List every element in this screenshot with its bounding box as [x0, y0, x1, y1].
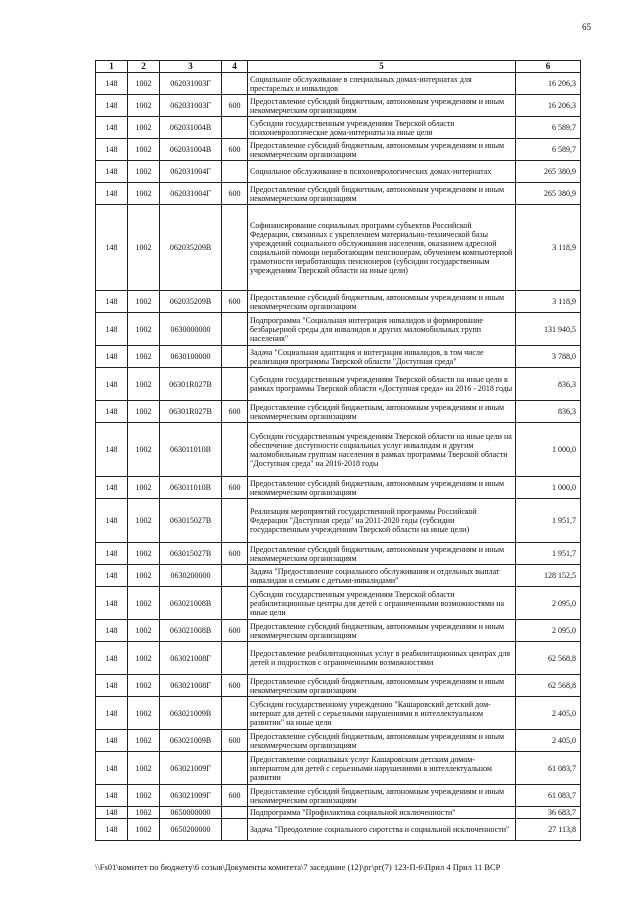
cell-description: Задача "Предоставление социального обслуживания и отдельных выплат инвалидам и семьям с детьми-инвалидами": [248, 565, 516, 587]
table-row: [96, 730, 581, 752]
table-row: [96, 73, 581, 95]
table-row: [96, 499, 581, 543]
cell-expense-type: 600: [222, 730, 248, 752]
cell-description: Предоставление реабилитационных услуг в реабилитационных центрах для детей и подростков с ограниченными возможностями: [248, 642, 516, 675]
table-row: [96, 368, 581, 401]
cell-amount: 131 940,5: [516, 313, 581, 346]
cell-section-code: 1002: [128, 346, 160, 368]
table-row: [96, 291, 581, 313]
cell-section-code: 1002: [128, 161, 160, 183]
cell-expense-type: [222, 499, 248, 543]
cell-description: Предоставление субсидий бюджетным, автономным учреждениям и иным некоммерческим организациям: [248, 675, 516, 697]
cell-amount: 3 118,9: [516, 291, 581, 313]
table-row: [96, 95, 581, 117]
cell-description: Предоставление субсидий бюджетным, автономным учреждениям и иным некоммерческим организациям: [248, 291, 516, 313]
cell-target-code: 062031003Г: [160, 73, 222, 95]
cell-expense-type: 600: [222, 401, 248, 423]
cell-target-code: 062031004Г: [160, 161, 222, 183]
cell-amount: 6 589,7: [516, 117, 581, 139]
table-row: [96, 587, 581, 620]
cell-target-code: 062031004В: [160, 139, 222, 161]
cell-target-code: 062035209В: [160, 205, 222, 291]
cell-section-code: 1002: [128, 139, 160, 161]
cell-expense-type: [222, 313, 248, 346]
cell-amount: 3 788,0: [516, 346, 581, 368]
cell-admin-code: 148: [96, 587, 128, 620]
cell-expense-type: [222, 697, 248, 730]
cell-description: Предоставление субсидий бюджетным, автономным учреждениям и иным некоммерческим организациям: [248, 183, 516, 205]
cell-target-code: 06301R027В: [160, 401, 222, 423]
cell-target-code: 063021009Г: [160, 785, 222, 807]
table-row: [96, 807, 581, 819]
cell-target-code: 062031004Г: [160, 183, 222, 205]
cell-target-code: 063021009Г: [160, 752, 222, 785]
table-row: [96, 423, 581, 477]
cell-expense-type: 600: [222, 139, 248, 161]
cell-section-code: 1002: [128, 313, 160, 346]
cell-amount: 1 000,0: [516, 423, 581, 477]
cell-description: Субсидии государственным учреждениям Тверской области реабилитационные центры для детей с ограниченными возможностями на иные цели: [248, 587, 516, 620]
file-path-footer: \\Fs01\комитет по бюджету\6 созыв\Документы комитета\7 заседание (12)\рг\рг(7) 123-П-6\Прил 4 Прил 11 ВСР: [95, 862, 501, 872]
header-col-1: 1: [96, 61, 128, 73]
cell-expense-type: 600: [222, 785, 248, 807]
table-row: [96, 139, 581, 161]
table-body: [96, 73, 581, 841]
cell-amount: 2 405,0: [516, 697, 581, 730]
cell-target-code: 062031004В: [160, 117, 222, 139]
table-row: [96, 346, 581, 368]
cell-expense-type: [222, 565, 248, 587]
cell-section-code: 1002: [128, 423, 160, 477]
cell-target-code: 0630000000: [160, 313, 222, 346]
cell-description: Подпрограмма "Профилактика социальной исключенности": [248, 807, 516, 819]
cell-section-code: 1002: [128, 401, 160, 423]
cell-admin-code: 148: [96, 183, 128, 205]
header-col-4: 4: [222, 61, 248, 73]
cell-description: Софинансирование социальных программ субъектов Российской Федерации, связанных с укреплением материально-технической базы учреждений социального обслуживания населения, оказанием адресной социальной помощи неработающим пенсионерам, обучением компьютерной грамотности неработающих пенсионеров (субсидии государственным учреждениям Тверской области на иные цели): [248, 205, 516, 291]
cell-description: Предоставление субсидий бюджетным, автономным учреждениям и иным некоммерческим организациям: [248, 401, 516, 423]
header-col-3: 3: [160, 61, 222, 73]
cell-admin-code: 148: [96, 95, 128, 117]
cell-target-code: 062035209В: [160, 291, 222, 313]
cell-amount: 61 083,7: [516, 785, 581, 807]
cell-target-code: 06301R027В: [160, 368, 222, 401]
table-row: [96, 543, 581, 565]
cell-admin-code: 148: [96, 477, 128, 499]
page-number: 65: [582, 22, 591, 32]
cell-admin-code: 148: [96, 785, 128, 807]
cell-amount: 265 380,9: [516, 161, 581, 183]
cell-description: Предоставление субсидий бюджетным, автономным учреждениям и иным некоммерческим организациям: [248, 139, 516, 161]
cell-amount: 3 118,9: [516, 205, 581, 291]
cell-target-code: 063021009В: [160, 697, 222, 730]
cell-amount: 6 589,7: [516, 139, 581, 161]
cell-admin-code: 148: [96, 313, 128, 346]
cell-description: Предоставление субсидий бюджетным, автономным учреждениям и иным некоммерческим организациям: [248, 95, 516, 117]
cell-description: Задача "Социальная адаптация и интеграция инвалидов, в том числе реализация программы Тверской области "Доступная среда": [248, 346, 516, 368]
cell-admin-code: 148: [96, 346, 128, 368]
table-row: [96, 477, 581, 499]
cell-target-code: 063021008В: [160, 620, 222, 642]
cell-target-code: 063021008В: [160, 587, 222, 620]
cell-expense-type: [222, 819, 248, 841]
table-row: [96, 819, 581, 841]
cell-admin-code: 148: [96, 423, 128, 477]
cell-target-code: 063021009В: [160, 730, 222, 752]
cell-admin-code: 148: [96, 117, 128, 139]
cell-amount: 1 951,7: [516, 543, 581, 565]
cell-amount: 2 095,0: [516, 587, 581, 620]
cell-admin-code: 148: [96, 73, 128, 95]
cell-description: Субсидии государственным учреждениям Тверской области на иные цели на обеспечение доступности социальных услуг инвалидам и другим маломобильным группам населения в рамках программы Тверской области "Доступная среда" на 2016-2018 годы: [248, 423, 516, 477]
cell-amount: 16 206,3: [516, 95, 581, 117]
table-row: [96, 161, 581, 183]
table-row: [96, 642, 581, 675]
cell-section-code: 1002: [128, 183, 160, 205]
cell-admin-code: 148: [96, 642, 128, 675]
cell-section-code: 1002: [128, 543, 160, 565]
cell-expense-type: 600: [222, 620, 248, 642]
cell-expense-type: [222, 807, 248, 819]
cell-expense-type: 600: [222, 183, 248, 205]
cell-description: Предоставление субсидий бюджетным, автономным учреждениям и иным некоммерческим организациям: [248, 730, 516, 752]
header-col-2: 2: [128, 61, 160, 73]
cell-amount: 836,3: [516, 401, 581, 423]
cell-expense-type: [222, 346, 248, 368]
cell-amount: 61 083,7: [516, 752, 581, 785]
cell-section-code: 1002: [128, 477, 160, 499]
cell-target-code: 0650200000: [160, 819, 222, 841]
cell-admin-code: 148: [96, 543, 128, 565]
cell-section-code: 1002: [128, 499, 160, 543]
table-row: [96, 697, 581, 730]
cell-description: Предоставление субсидий бюджетным, автономным учреждениям и иным некоммерческим организациям: [248, 477, 516, 499]
cell-admin-code: 148: [96, 752, 128, 785]
cell-target-code: 063011010В: [160, 423, 222, 477]
cell-admin-code: 148: [96, 730, 128, 752]
cell-amount: 16 206,3: [516, 73, 581, 95]
cell-expense-type: [222, 161, 248, 183]
cell-target-code: 063015027В: [160, 499, 222, 543]
budget-table: [95, 60, 581, 841]
cell-description: Субсидии государственным учреждениям Тверской области на иные цели в рамках программы Тверской области «Доступная среда» на 2016 - 2018 годы: [248, 368, 516, 401]
cell-admin-code: 148: [96, 368, 128, 401]
cell-expense-type: [222, 587, 248, 620]
cell-amount: 2 405,0: [516, 730, 581, 752]
cell-section-code: 1002: [128, 368, 160, 401]
cell-section-code: 1002: [128, 95, 160, 117]
cell-admin-code: 148: [96, 205, 128, 291]
cell-expense-type: [222, 752, 248, 785]
cell-target-code: 063021008Г: [160, 642, 222, 675]
cell-expense-type: [222, 368, 248, 401]
cell-amount: 62 568,8: [516, 675, 581, 697]
cell-section-code: 1002: [128, 807, 160, 819]
table-row: [96, 620, 581, 642]
cell-admin-code: 148: [96, 499, 128, 543]
cell-amount: 36 683,7: [516, 807, 581, 819]
cell-description: Предоставление субсидий бюджетным, автономным учреждениям и иным некоммерческим организациям: [248, 543, 516, 565]
cell-target-code: 062031003Г: [160, 95, 222, 117]
cell-admin-code: 148: [96, 697, 128, 730]
header-col-5: 5: [248, 61, 516, 73]
cell-expense-type: [222, 205, 248, 291]
cell-amount: 1 000,0: [516, 477, 581, 499]
cell-admin-code: 148: [96, 401, 128, 423]
cell-section-code: 1002: [128, 565, 160, 587]
cell-section-code: 1002: [128, 620, 160, 642]
cell-expense-type: 600: [222, 95, 248, 117]
cell-admin-code: 148: [96, 819, 128, 841]
cell-target-code: 063021008Г: [160, 675, 222, 697]
cell-section-code: 1002: [128, 117, 160, 139]
cell-section-code: 1002: [128, 819, 160, 841]
cell-section-code: 1002: [128, 785, 160, 807]
cell-section-code: 1002: [128, 205, 160, 291]
cell-amount: 128 152,5: [516, 565, 581, 587]
cell-expense-type: [222, 117, 248, 139]
cell-section-code: 1002: [128, 675, 160, 697]
cell-amount: 1 951,7: [516, 499, 581, 543]
table-row: [96, 401, 581, 423]
cell-target-code: 0630200000: [160, 565, 222, 587]
cell-section-code: 1002: [128, 73, 160, 95]
table-row: [96, 117, 581, 139]
cell-description: Социальное обслуживание в специальных домах-интернатах для престарелых и инвалидов: [248, 73, 516, 95]
cell-admin-code: 148: [96, 139, 128, 161]
cell-section-code: 1002: [128, 587, 160, 620]
cell-admin-code: 148: [96, 565, 128, 587]
cell-expense-type: [222, 423, 248, 477]
cell-target-code: 0650000000: [160, 807, 222, 819]
table-row: [96, 675, 581, 697]
cell-section-code: 1002: [128, 697, 160, 730]
cell-amount: 27 113,8: [516, 819, 581, 841]
cell-description: Субсидии государственным учреждениям Тверской области психоневрологические дома-интернаты на иные цели: [248, 117, 516, 139]
cell-description: Субсидии государственному учреждению "Кашаровский детский дом-интернат для детей с серьезными нарушениями в интеллектуальном развитии" на иные цели: [248, 697, 516, 730]
cell-section-code: 1002: [128, 752, 160, 785]
cell-admin-code: 148: [96, 291, 128, 313]
cell-amount: 265 380,9: [516, 183, 581, 205]
table-row: [96, 752, 581, 785]
cell-expense-type: [222, 73, 248, 95]
cell-description: Социальное обслуживание в психоневрологических домах-интернатах: [248, 161, 516, 183]
cell-description: Предоставление субсидий бюджетным, автономным учреждениям и иным некоммерческим организациям: [248, 785, 516, 807]
table-row: [96, 565, 581, 587]
cell-target-code: 063011010В: [160, 477, 222, 499]
cell-description: Реализация мероприятий государственной программы Российской Федерации "Доступная среда" на 2011-2020 годы (субсидии государственным учреждениям Тверской области на иные цели): [248, 499, 516, 543]
cell-description: Задача "Преодоление социального сиротства и социальной исключенности": [248, 819, 516, 841]
cell-admin-code: 148: [96, 675, 128, 697]
header-col-6: 6: [516, 61, 581, 73]
cell-description: Подпрограмма "Социальная интеграция инвалидов и формирование безбарьерной среды для инвалидов и других маломобильных групп населения": [248, 313, 516, 346]
table-row: [96, 785, 581, 807]
cell-admin-code: 148: [96, 161, 128, 183]
cell-amount: 62 568,8: [516, 642, 581, 675]
cell-amount: 836,3: [516, 368, 581, 401]
table-row: [96, 183, 581, 205]
cell-expense-type: 600: [222, 675, 248, 697]
cell-target-code: 063015027В: [160, 543, 222, 565]
cell-description: Предоставление субсидий бюджетным, автономным учреждениям и иным некоммерческим организациям: [248, 620, 516, 642]
table-header-row: [96, 61, 581, 73]
cell-section-code: 1002: [128, 730, 160, 752]
cell-admin-code: 148: [96, 807, 128, 819]
cell-description: Предоставление социальных услуг Кашаровским детским домом-интернатом для детей с серьезными нарушениями в интеллектуальном развитии: [248, 752, 516, 785]
cell-expense-type: 600: [222, 477, 248, 499]
cell-expense-type: 600: [222, 543, 248, 565]
cell-target-code: 0630100000: [160, 346, 222, 368]
table-row: [96, 313, 581, 346]
cell-admin-code: 148: [96, 620, 128, 642]
cell-amount: 2 095,0: [516, 620, 581, 642]
cell-expense-type: 600: [222, 291, 248, 313]
cell-section-code: 1002: [128, 642, 160, 675]
cell-section-code: 1002: [128, 291, 160, 313]
cell-expense-type: [222, 642, 248, 675]
table-row: [96, 205, 581, 291]
